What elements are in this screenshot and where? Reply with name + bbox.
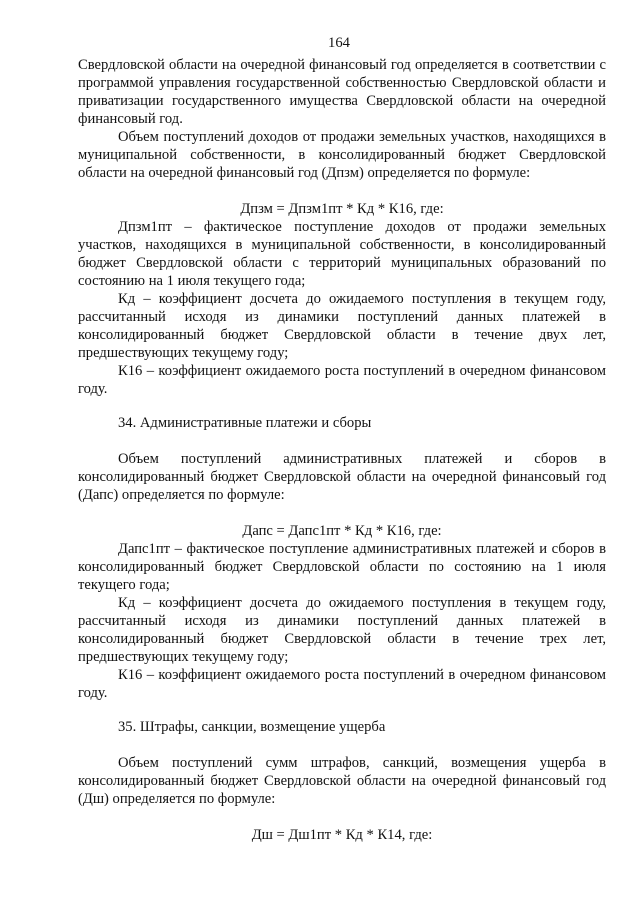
paragraph-intro: Свердловской области на очередной финансовый год определяется в соответствии с программой управления государственной собственностью Свердловской области и приватизации государственного имущества Свердловской области на очередной финансовый год. [78, 57, 606, 127]
paragraph-kd-definition: Кд – коэффициент досчета до ожидаемого поступления в текущем году, рассчитанный исходя из динамики поступлений данных платежей в консолидированный бюджет Свердловской области в течение двух лет, предшествующих текущему году; [78, 291, 606, 361]
paragraph-daps-volume: Объем поступлений административных платежей и сборов в консолидированный бюджет Свердловской области на очередной финансовый год (Дапс) определяется по формуле: [78, 451, 606, 503]
page-number: 164 [328, 35, 350, 51]
paragraph-k16-definition-2: К16 – коэффициент ожидаемого роста поступлений в очередном финансовом году. [78, 667, 606, 701]
formula-dpzm: Дпзм = Дпзм1пт * Кд * К16, где: [240, 201, 444, 217]
paragraph-daps-definition: Дапс1пт – фактическое поступление административных платежей и сборов в консолидированный бюджет Свердловской области по состоянию на 1 июля текущего года; [78, 541, 606, 593]
formula-daps: Дапс = Дапс1пт * Кд * К16, где: [242, 523, 442, 539]
section-heading-34: 34. Административные платежи и сборы [118, 415, 372, 431]
section-heading-35: 35. Штрафы, санкции, возмещение ущерба [118, 719, 386, 735]
paragraph-dsh-volume: Объем поступлений сумм штрафов, санкций, возмещения ущерба в консолидированный бюджет Свердловской области на очередной финансовый год (Дш) определяется по формуле: [78, 755, 606, 807]
paragraph-kd-definition-2: Кд – коэффициент досчета до ожидаемого поступления в текущем году, рассчитанный исходя из динамики поступлений данных платежей в консолидированный бюджет Свердловской области в течение трех лет, предшествующих текущему году; [78, 595, 606, 665]
paragraph-dpzm-volume: Объем поступлений доходов от продажи земельных участков, находящихся в муниципальной собственности, в консолидированный бюджет Свердловской области на очередной финансовый год (Дпзм) определяется по формуле: [78, 129, 606, 181]
paragraph-k16-definition: К16 – коэффициент ожидаемого роста поступлений в очередном финансовом году. [78, 363, 606, 397]
paragraph-dpzm-definition: Дпзм1пт – фактическое поступление доходов от продажи земельных участков, находящихся в муниципальной собственности, в консолидированный бюджет Свердловской области с территорий муниципальных образований по состоянию на 1 июля текущего года; [78, 219, 606, 289]
formula-dsh: Дш = Дш1пт * Кд * К14, где: [251, 827, 433, 843]
